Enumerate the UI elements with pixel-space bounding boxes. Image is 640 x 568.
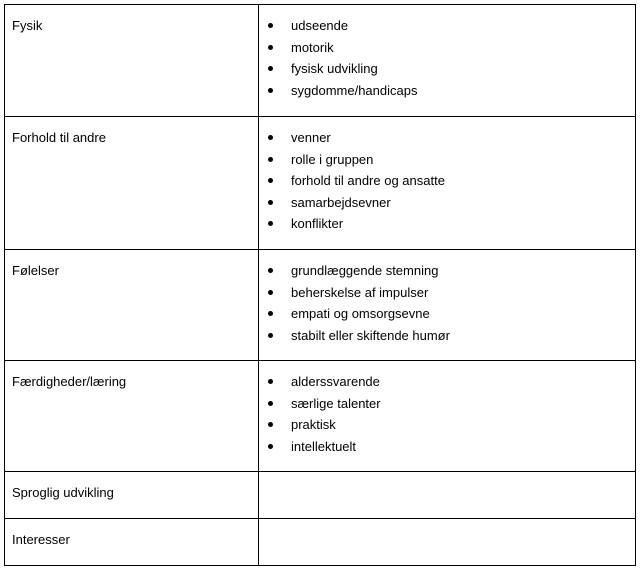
row-items-cell: [259, 250, 636, 361]
list-item-text: rolle i gruppen: [291, 151, 374, 167]
bullet-icon: [268, 88, 273, 93]
list-item-text: intellektuelt: [291, 438, 357, 454]
row-label: Interesser: [5, 519, 259, 566]
bullet-icon: [268, 178, 273, 183]
row-label: Forhold til andre: [5, 117, 259, 250]
table-row-fysik: [5, 5, 636, 117]
bullet-icon: [268, 135, 273, 140]
list-item: [259, 371, 635, 393]
list-item: [259, 15, 635, 37]
list-item: [259, 303, 635, 325]
row-items-cell: [259, 117, 636, 250]
row-label: Sproglig udvikling: [5, 472, 259, 519]
table-row-forhold: [5, 117, 636, 250]
list-item-text: empati og omsorgsevne: [291, 306, 430, 321]
list-item: [259, 192, 635, 214]
list-item-text: samarbejdsevner: [291, 194, 391, 210]
list-item: [259, 260, 635, 282]
list-item: [259, 213, 635, 235]
table-row-sproglig: [5, 472, 636, 519]
table-row-foelelser: [5, 250, 636, 361]
list-item: [259, 282, 635, 304]
list-item-text: udseende: [291, 18, 349, 33]
bullet-icon: [268, 311, 273, 316]
list-item-text: særlige talenter: [291, 395, 381, 411]
list-item: [259, 436, 635, 458]
list-item: [259, 37, 635, 59]
row-items-cell: [259, 472, 636, 519]
bullet-icon: [268, 66, 273, 71]
list-item-text: venner: [291, 130, 331, 145]
list-item-text: konflikter: [291, 216, 344, 231]
bullet-icon: [268, 401, 273, 406]
bullet-list: [259, 260, 635, 346]
row-items-cell: [259, 5, 636, 117]
observation-table: [4, 4, 636, 566]
bullet-icon: [268, 200, 273, 205]
row-label: Færdigheder/læring: [5, 361, 259, 472]
list-item: [259, 414, 635, 436]
bullet-icon: [268, 422, 273, 427]
bullet-icon: [268, 444, 273, 449]
bullet-list: [259, 15, 635, 101]
list-item-text: stabilt eller skiftende humør: [291, 327, 450, 343]
bullet-icon: [268, 23, 273, 28]
list-item-text: beherskelse af impulser: [291, 284, 429, 300]
list-item-text: praktisk: [291, 417, 336, 432]
bullet-list: [259, 127, 635, 235]
row-items-cell: [259, 519, 636, 566]
list-item: [259, 58, 635, 80]
bullet-icon: [268, 45, 273, 50]
list-item-text: fysisk udvikling: [291, 61, 378, 76]
bullet-list: [259, 371, 635, 457]
list-item-text: alderssvarende: [291, 374, 380, 389]
list-item: [259, 325, 635, 347]
list-item-text: forhold til andre og ansatte: [291, 173, 445, 188]
bullet-icon: [268, 157, 273, 162]
bullet-icon: [268, 333, 273, 338]
list-item-text: sygdomme/handicaps: [291, 82, 418, 98]
row-items-cell: [259, 361, 636, 472]
bullet-icon: [268, 221, 273, 226]
list-item: [259, 393, 635, 415]
row-label: Følelser: [5, 250, 259, 361]
list-item: [259, 127, 635, 149]
bullet-icon: [268, 268, 273, 273]
list-item: [259, 170, 635, 192]
list-item: [259, 80, 635, 102]
row-label: Fysik: [5, 5, 259, 117]
list-item-text: motorik: [291, 39, 334, 55]
table-row-faerdigheder: [5, 361, 636, 472]
list-item-text: grundlæggende stemning: [291, 263, 439, 278]
table-row-interesser: [5, 519, 636, 566]
bullet-icon: [268, 379, 273, 384]
bullet-icon: [268, 290, 273, 295]
list-item: [259, 149, 635, 171]
